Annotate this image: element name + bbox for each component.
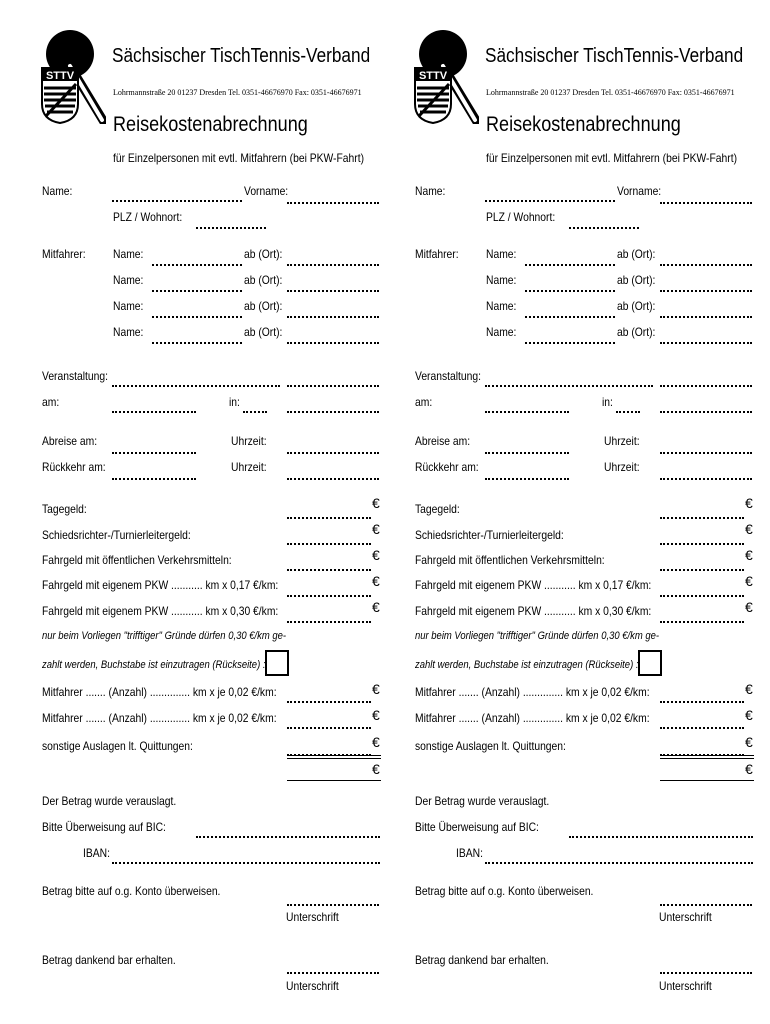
unterschrift-line-2[interactable] — [660, 972, 752, 974]
euro-sign-summe: € — [372, 761, 380, 777]
label-mitfahrer-name-1: Name: — [486, 247, 517, 261]
mitfahrer-ort-field-3[interactable] — [660, 316, 752, 318]
pkw017-amount[interactable] — [287, 595, 371, 597]
label-ab-ort-4: ab (Ort): — [244, 325, 283, 339]
sum-rule-3 — [660, 780, 754, 781]
document-title: Reisekostenabrechnung — [113, 113, 308, 136]
plz-wohnort-field[interactable] — [196, 227, 266, 229]
in-extra-field[interactable] — [287, 411, 379, 413]
abreise-field[interactable] — [112, 452, 196, 454]
label-name: Name: — [42, 184, 73, 198]
euro-sign-sonstige: € — [745, 734, 753, 750]
label-fahrgeld-pkw-030: Fahrgeld mit eigenem PKW ........... km x 0,30 €/km: — [42, 604, 279, 618]
uhrzeit-rueckkehr-field[interactable] — [660, 478, 752, 480]
euro-sign-schiri: € — [745, 521, 753, 537]
label-mitfahrer-name-2: Name: — [486, 273, 517, 287]
label-bar-erhalten: Betrag dankend bar erhalten. — [42, 953, 176, 967]
note-line-1: nur beim Vorliegen "trifftiger" Gründe dürfen 0,30 €/km ge- — [415, 630, 660, 642]
label-uhrzeit-abreise: Uhrzeit: — [604, 434, 640, 448]
label-ab-ort-3: ab (Ort): — [244, 299, 283, 313]
label-rueckkehr: Rückkehr am: — [415, 460, 479, 474]
label-tagegeld: Tagegeld: — [42, 502, 87, 516]
label-bar-erhalten: Betrag dankend bar erhalten. — [415, 953, 549, 967]
mitfahrer-name-field-4[interactable] — [525, 342, 615, 344]
form-right — [373, 0, 758, 1024]
euro-sign-pkw017: € — [745, 573, 753, 589]
abreise-field[interactable] — [485, 452, 569, 454]
mitfahrer-ort-field-2[interactable] — [660, 290, 752, 292]
label-mitfahrer-km-1: Mitfahrer ....... (Anzahl) .............. km x je 0,02 €/km: — [42, 685, 277, 699]
name-field[interactable] — [485, 200, 615, 202]
pkw030-amount[interactable] — [660, 621, 744, 623]
pkw017-amount[interactable] — [660, 595, 744, 597]
mitfahrer-ort-field-1[interactable] — [287, 264, 379, 266]
mitfahrer-name-field-2[interactable] — [525, 290, 615, 292]
in-field[interactable] — [616, 411, 640, 413]
oepnv-amount[interactable] — [660, 569, 744, 571]
mitfahrer2-amount[interactable] — [660, 727, 744, 729]
unterschrift-line-2[interactable] — [287, 972, 379, 974]
am-field[interactable] — [112, 411, 196, 413]
in-field[interactable] — [243, 411, 267, 413]
note-line-1: nur beim Vorliegen "trifftiger" Gründe dürfen 0,30 €/km ge- — [42, 630, 287, 642]
label-uhrzeit-rueckkehr: Uhrzeit: — [231, 460, 267, 474]
subtitle: für Einzelpersonen mit evtl. Mitfahrern (bei PKW-Fahrt) — [113, 151, 365, 165]
org-name: Sächsischer TischTennis-Verband — [112, 45, 371, 67]
label-plz-wohnort: PLZ / Wohnort: — [113, 210, 183, 224]
sum-rule-2 — [287, 758, 381, 759]
mitfahrer-ort-field-4[interactable] — [287, 342, 379, 344]
label-ab-ort-1: ab (Ort): — [617, 247, 656, 261]
sttv-logo-icon — [407, 26, 479, 124]
euro-sign-oepnv: € — [372, 547, 380, 563]
reason-letter-box[interactable] — [638, 650, 662, 676]
label-uhrzeit-rueckkehr: Uhrzeit: — [604, 460, 640, 474]
label-abreise: Abreise am: — [42, 434, 98, 448]
mitfahrer1-amount[interactable] — [287, 701, 371, 703]
note-line-2: zahlt werden, Buchstabe ist einzutragen (Rückseite) : — [415, 659, 639, 671]
label-veranstaltung: Veranstaltung: — [415, 369, 481, 383]
mitfahrer-name-field-4[interactable] — [152, 342, 242, 344]
label-iban: IBAN: — [83, 846, 110, 860]
label-betrag-verauslagt: Der Betrag wurde verauslagt. — [415, 794, 550, 808]
label-ab-ort-2: ab (Ort): — [244, 273, 283, 287]
label-unterschrift-1: Unterschrift — [659, 910, 712, 924]
label-iban: IBAN: — [456, 846, 483, 860]
logo-text: STTV — [45, 70, 75, 82]
schiri-amount[interactable] — [660, 543, 744, 545]
label-vorname: Vorname: — [617, 184, 662, 198]
euro-sign-pkw030: € — [745, 599, 753, 615]
sum-rule-2 — [660, 758, 754, 759]
label-konto-ueberweisen: Betrag bitte auf o.g. Konto überweisen. — [415, 884, 594, 898]
label-abreise: Abreise am: — [415, 434, 471, 448]
euro-sign-oepnv: € — [745, 547, 753, 563]
veranstaltung-field[interactable] — [485, 385, 653, 387]
label-ab-ort-1: ab (Ort): — [244, 247, 283, 261]
label-fahrgeld-oepnv: Fahrgeld mit öffentlichen Verkehrsmitteln: — [415, 553, 605, 567]
label-mitfahrer-km-1: Mitfahrer ....... (Anzahl) .............. km x je 0,02 €/km: — [415, 685, 650, 699]
label-mitfahrer-name-4: Name: — [113, 325, 144, 339]
plz-wohnort-field[interactable] — [569, 227, 639, 229]
in-extra-field[interactable] — [660, 411, 752, 413]
label-konto-ueberweisen: Betrag bitte auf o.g. Konto überweisen. — [42, 884, 221, 898]
mitfahrer-name-field-2[interactable] — [152, 290, 242, 292]
label-vorname: Vorname: — [244, 184, 289, 198]
label-fahrgeld-pkw-017: Fahrgeld mit eigenem PKW ........... km x 0,17 €/km: — [42, 578, 279, 592]
veranstaltung-extra-field[interactable] — [660, 385, 752, 387]
address-line: Lohrmannstraße 20 01237 Dresden Tel. 0351-46676970 Fax: 0351-46676971 — [486, 88, 735, 97]
rueckkehr-field[interactable] — [485, 478, 569, 480]
label-ab-ort-3: ab (Ort): — [617, 299, 656, 313]
label-mitfahrer: Mitfahrer: — [415, 247, 459, 261]
label-ab-ort-2: ab (Ort): — [617, 273, 656, 287]
label-unterschrift-2: Unterschrift — [659, 979, 712, 993]
label-mitfahrer-name-3: Name: — [113, 299, 144, 313]
sttv-logo-icon — [34, 26, 106, 124]
iban-field[interactable] — [485, 862, 753, 864]
mitfahrer-ort-field-2[interactable] — [287, 290, 379, 292]
mitfahrer-name-field-1[interactable] — [152, 264, 242, 266]
mitfahrer1-amount[interactable] — [660, 701, 744, 703]
label-fahrgeld-pkw-017: Fahrgeld mit eigenem PKW ........... km x 0,17 €/km: — [415, 578, 652, 592]
pkw030-amount[interactable] — [287, 621, 371, 623]
label-schiedsrichtergeld: Schiedsrichter-/Turnierleitergeld: — [415, 528, 564, 542]
label-name: Name: — [415, 184, 446, 198]
label-bic: Bitte Überweisung auf BIC: — [415, 820, 539, 834]
label-tagegeld: Tagegeld: — [415, 502, 460, 516]
logo-text: STTV — [418, 70, 448, 82]
euro-sign-schiri: € — [372, 521, 380, 537]
vorname-field[interactable] — [660, 202, 752, 204]
label-mitfahrer-name-1: Name: — [113, 247, 144, 261]
euro-sign-tagegeld: € — [745, 495, 753, 511]
label-in: in: — [602, 395, 613, 409]
label-in: in: — [229, 395, 240, 409]
label-fahrgeld-oepnv: Fahrgeld mit öffentlichen Verkehrsmitteln: — [42, 553, 232, 567]
label-bic: Bitte Überweisung auf BIC: — [42, 820, 166, 834]
am-field[interactable] — [485, 411, 569, 413]
veranstaltung-field[interactable] — [112, 385, 280, 387]
euro-sign-sonstige: € — [372, 734, 380, 750]
label-am: am: — [415, 395, 433, 409]
mitfahrer-name-field-3[interactable] — [152, 316, 242, 318]
label-sonstige-auslagen: sonstige Auslagen lt. Quittungen: — [415, 739, 566, 753]
tagegeld-amount[interactable] — [660, 517, 744, 519]
euro-sign-pkw017: € — [372, 573, 380, 589]
uhrzeit-rueckkehr-field[interactable] — [287, 478, 379, 480]
mitfahrer-ort-field-1[interactable] — [660, 264, 752, 266]
document-title: Reisekostenabrechnung — [486, 113, 681, 136]
euro-sign-summe: € — [745, 761, 753, 777]
sum-rule-3 — [287, 780, 381, 781]
vorname-field[interactable] — [287, 202, 379, 204]
veranstaltung-extra-field[interactable] — [287, 385, 379, 387]
label-fahrgeld-pkw-030: Fahrgeld mit eigenem PKW ........... km x 0,30 €/km: — [415, 604, 652, 618]
label-uhrzeit-abreise: Uhrzeit: — [231, 434, 267, 448]
name-field[interactable] — [112, 200, 242, 202]
unterschrift-line-1[interactable] — [660, 904, 752, 906]
sum-rule-1 — [660, 755, 754, 756]
mitfahrer-name-field-1[interactable] — [525, 264, 615, 266]
mitfahrer-ort-field-3[interactable] — [287, 316, 379, 318]
bic-field[interactable] — [569, 836, 753, 838]
euro-sign-pkw030: € — [372, 599, 380, 615]
label-mitfahrer-name-2: Name: — [113, 273, 144, 287]
uhrzeit-abreise-field[interactable] — [660, 452, 752, 454]
euro-sign-mitfahrer2: € — [745, 707, 753, 723]
label-betrag-verauslagt: Der Betrag wurde verauslagt. — [42, 794, 177, 808]
schiri-amount[interactable] — [287, 543, 371, 545]
label-mitfahrer-name-3: Name: — [486, 299, 517, 313]
mitfahrer-name-field-3[interactable] — [525, 316, 615, 318]
euro-sign-tagegeld: € — [372, 495, 380, 511]
label-unterschrift-2: Unterschrift — [286, 979, 339, 993]
label-plz-wohnort: PLZ / Wohnort: — [486, 210, 556, 224]
tagegeld-amount[interactable] — [287, 517, 371, 519]
iban-field[interactable] — [112, 862, 380, 864]
mitfahrer2-amount[interactable] — [287, 727, 371, 729]
euro-sign-mitfahrer1: € — [745, 681, 753, 697]
address-line: Lohrmannstraße 20 01237 Dresden Tel. 0351-46676970 Fax: 0351-46676971 — [113, 88, 362, 97]
unterschrift-line-1[interactable] — [287, 904, 379, 906]
label-mitfahrer-name-4: Name: — [486, 325, 517, 339]
bic-field[interactable] — [196, 836, 380, 838]
label-mitfahrer: Mitfahrer: — [42, 247, 86, 261]
uhrzeit-abreise-field[interactable] — [287, 452, 379, 454]
label-ab-ort-4: ab (Ort): — [617, 325, 656, 339]
rueckkehr-field[interactable] — [112, 478, 196, 480]
label-unterschrift-1: Unterschrift — [286, 910, 339, 924]
label-mitfahrer-km-2: Mitfahrer ....... (Anzahl) .............. km x je 0,02 €/km: — [42, 711, 277, 725]
label-veranstaltung: Veranstaltung: — [42, 369, 108, 383]
note-line-2: zahlt werden, Buchstabe ist einzutragen (Rückseite) : — [42, 659, 266, 671]
euro-sign-mitfahrer2: € — [372, 707, 380, 723]
label-schiedsrichtergeld: Schiedsrichter-/Turnierleitergeld: — [42, 528, 191, 542]
sum-rule-1 — [287, 755, 381, 756]
org-name: Sächsischer TischTennis-Verband — [485, 45, 744, 67]
subtitle: für Einzelpersonen mit evtl. Mitfahrern (bei PKW-Fahrt) — [486, 151, 738, 165]
label-rueckkehr: Rückkehr am: — [42, 460, 106, 474]
label-am: am: — [42, 395, 60, 409]
oepnv-amount[interactable] — [287, 569, 371, 571]
reason-letter-box[interactable] — [265, 650, 289, 676]
mitfahrer-ort-field-4[interactable] — [660, 342, 752, 344]
euro-sign-mitfahrer1: € — [372, 681, 380, 697]
label-mitfahrer-km-2: Mitfahrer ....... (Anzahl) .............. km x je 0,02 €/km: — [415, 711, 650, 725]
label-sonstige-auslagen: sonstige Auslagen lt. Quittungen: — [42, 739, 193, 753]
